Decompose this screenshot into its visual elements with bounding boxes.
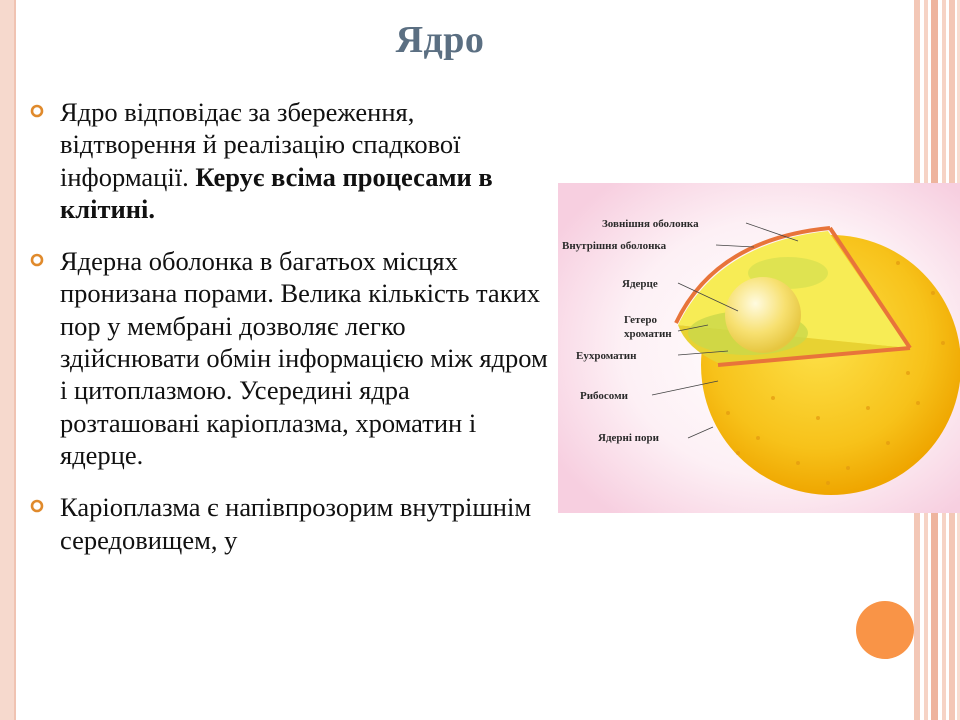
bullet-item-3 [30,491,550,556]
label-nucleolus: Ядерце [622,278,658,290]
bullet-list [30,96,550,576]
label-euchromatin: Еухроматин [576,350,637,362]
label-inner-membrane: Внутрішня оболонка [562,240,667,252]
hollow-circle-bullet-icon [30,104,44,118]
nucleolus [725,277,801,353]
label-hetero-2: хроматин [624,328,672,340]
hollow-circle-bullet-icon [30,253,44,267]
decorative-circle [856,601,914,659]
bullet-text-2: Ядерна оболонка в багатьох місцях пронизана порами. Велика кількість таких пор у мембрані дозволяє легко здійснювати обмін інформацією між ядром і цитоплазмою. Усередині ядра розташовані каріоплазма, хроматин і ядерце. [60,246,548,470]
label-outer-membrane: Зовнішня оболонка [602,218,699,230]
bullet-item-1 [30,96,550,225]
left-frame-line [14,0,16,720]
nucleus-diagram [558,183,960,513]
bullet-item-2 [30,245,550,471]
bullet-bold-1: Керує всіма процесами в клітині. [60,161,493,224]
left-frame [0,0,14,720]
slide-title: Ядро [395,19,485,61]
label-nuclear-pores: Ядерні пори [598,432,659,444]
bullet-text-3: Каріоплазма є напівпрозорим внутрішнім середовищем, у [60,492,532,555]
hollow-circle-bullet-icon [30,499,44,513]
label-hetero-1: Гетеро [624,314,657,326]
bullet-text-1: Ядро відповідає за збереження, відтворення й реалізацію спадкової інформації. [60,97,461,192]
label-ribosomes: Рибосоми [580,390,628,402]
